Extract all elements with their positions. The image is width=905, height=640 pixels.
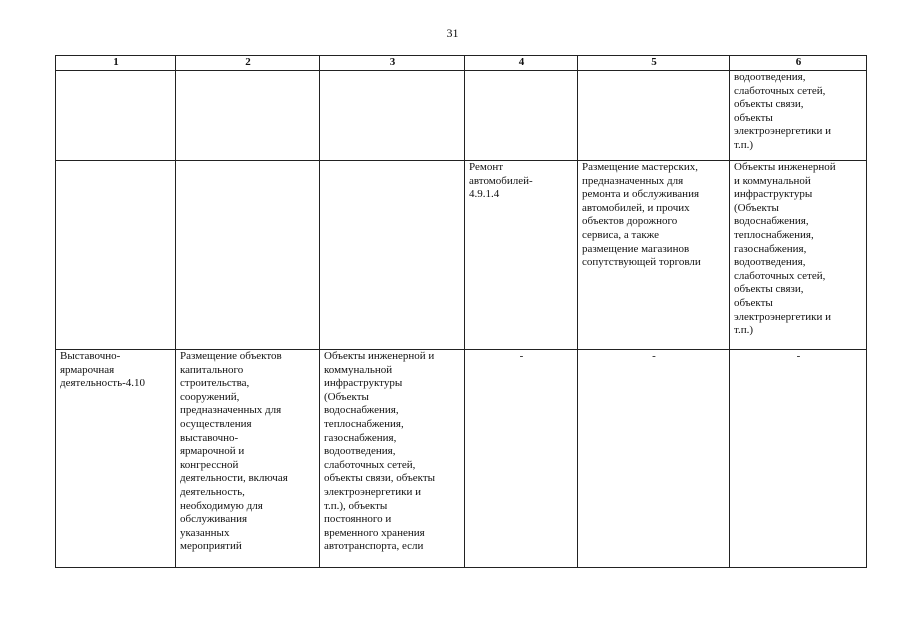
header-col-1: 1: [56, 56, 176, 71]
cell-r3-c3: Объекты инженерной и коммунальной инфраструктуры (Объекты водоснабжения, теплоснабжения, газоснабжения, водоотведения, слаботочных сетей, объекты связи, объекты электроэнергетики и т.п.), объекты постоянного и временного хранения автотранспорта, если: [320, 350, 465, 568]
cell-r2-c6: Объекты инженерной и коммунальной инфраструктуры (Объекты водоснабжения, теплоснабжения, газоснабжения, водоотведения, слаботочных сетей, объекты связи, объекты электроэнергетики и т.п.): [730, 161, 867, 350]
cell-r1-c6: водоотведения, слаботочных сетей, объекты связи, объекты электроэнергетики и т.п.): [730, 71, 867, 161]
cell-r2-c1: [56, 161, 176, 350]
table-row: [56, 161, 867, 350]
cell-r1-c5: [578, 71, 730, 161]
cell-r1-c1: [56, 71, 176, 161]
cell-r2-c5: Размещение мастерских, предназначенных для ремонта и обслуживания автомобилей, и прочих объектов дорожного сервиса, а также размещение магазинов сопутствующей торговли: [578, 161, 730, 350]
cell-r2-c3: [320, 161, 465, 350]
document-table: [55, 55, 867, 568]
page-number: 31: [446, 26, 459, 40]
cell-r1-c2: [176, 71, 320, 161]
cell-r3-c2: Размещение объектов капитального строительства, сооружений, предназначенных для осуществления выставочно- ярмарочной и конгрессной деятельности, включая деятельность, необходимую для обслуживания указанных мероприятий: [176, 350, 320, 568]
header-col-5: 5: [578, 56, 730, 71]
cell-r2-c2: [176, 161, 320, 350]
cell-r3-c1: Выставочно- ярмарочная деятельность-4.10: [56, 350, 176, 568]
header-col-3: 3: [320, 56, 465, 71]
header-col-6: 6: [730, 56, 867, 71]
table-header-row: [56, 56, 867, 71]
cell-r3-c5: -: [578, 350, 730, 568]
table-row: [56, 71, 867, 161]
table-row: [56, 350, 867, 568]
cell-r1-c3: [320, 71, 465, 161]
cell-r3-c4: -: [465, 350, 578, 568]
cell-r3-c6: -: [730, 350, 867, 568]
header-col-2: 2: [176, 56, 320, 71]
header-col-4: 4: [465, 56, 578, 71]
cell-r2-c4: Ремонт автомобилей- 4.9.1.4: [465, 161, 578, 350]
cell-r1-c4: [465, 71, 578, 161]
